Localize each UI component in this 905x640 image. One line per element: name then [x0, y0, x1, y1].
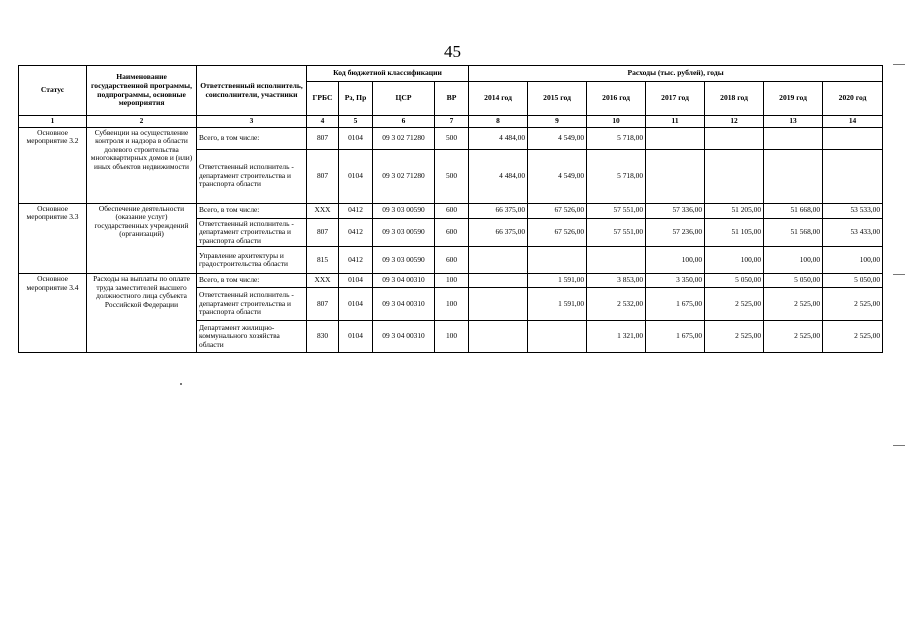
- value-cell: 5 050,00: [823, 274, 883, 288]
- vr-cell: 500: [435, 127, 469, 149]
- value-cell: 1 675,00: [646, 321, 705, 353]
- table-row: [19, 203, 883, 218]
- scan-mark: [893, 64, 905, 65]
- executor-cell: Ответственный исполнитель - департамент строительства и транспорта области: [197, 288, 307, 321]
- value-cell: 5 718,00: [587, 127, 646, 149]
- value-cell: 51 105,00: [705, 218, 764, 247]
- rzpr-cell: 0104: [339, 274, 373, 288]
- executor-cell: Всего, в том числе:: [197, 203, 307, 218]
- value-cell: 2 525,00: [764, 288, 823, 321]
- csr-cell: 09 3 04 00310: [373, 274, 435, 288]
- grbs-cell: 807: [307, 288, 339, 321]
- column-number: 2: [87, 116, 197, 128]
- measure-name: Субвенции на осуществление контроля и надзора в области долевого строительства многоквартирных домов и (или) иных объектов недвижимости: [87, 127, 197, 203]
- value-cell: 57 336,00: [646, 203, 705, 218]
- executor-cell: Департамент жилищно-коммунального хозяйства области: [197, 321, 307, 353]
- table-row: [19, 127, 883, 149]
- value-cell: 66 375,00: [469, 203, 528, 218]
- executor-cell: Ответственный исполнитель - департамент строительства и транспорта области: [197, 149, 307, 203]
- header-y2019: 2019 год: [764, 82, 823, 116]
- csr-cell: 09 3 04 00310: [373, 288, 435, 321]
- value-cell: 67 526,00: [528, 218, 587, 247]
- grbs-cell: XXX: [307, 203, 339, 218]
- header-expenses: Расходы (тыс. рублей), годы: [469, 66, 883, 82]
- header-rzpr: Рз, Пр: [339, 82, 373, 116]
- value-cell: 57 551,00: [587, 203, 646, 218]
- value-cell: [823, 149, 883, 203]
- executor-cell: Ответственный исполнитель - департамент строительства и транспорта области: [197, 218, 307, 247]
- vr-cell: 100: [435, 274, 469, 288]
- value-cell: 100,00: [705, 247, 764, 274]
- column-number: 11: [646, 116, 705, 128]
- grbs-cell: XXX: [307, 274, 339, 288]
- header-program-name: Наименование государственной программы, подпрограммы, основные мероприятия: [87, 66, 197, 116]
- header-status: Статус: [19, 66, 87, 116]
- csr-cell: 09 3 02 71280: [373, 149, 435, 203]
- header-row-top: [19, 66, 883, 82]
- value-cell: 57 551,00: [587, 218, 646, 247]
- vr-cell: 100: [435, 321, 469, 353]
- page-number: 45: [444, 42, 461, 61]
- value-cell: 51 668,00: [764, 203, 823, 218]
- value-cell: [705, 127, 764, 149]
- executor-cell: Всего, в том числе:: [197, 127, 307, 149]
- value-cell: [764, 127, 823, 149]
- value-cell: 100,00: [823, 247, 883, 274]
- rzpr-cell: 0412: [339, 203, 373, 218]
- header-y2020: 2020 год: [823, 82, 883, 116]
- header-y2014: 2014 год: [469, 82, 528, 116]
- header-y2018: 2018 год: [705, 82, 764, 116]
- measure-status: Основное мероприятие 3.4: [19, 274, 87, 353]
- vr-cell: 600: [435, 203, 469, 218]
- grbs-cell: 807: [307, 218, 339, 247]
- value-cell: [646, 127, 705, 149]
- vr-cell: 500: [435, 149, 469, 203]
- value-cell: 4 484,00: [469, 127, 528, 149]
- column-number: 12: [705, 116, 764, 128]
- executor-cell: Всего, в том числе:: [197, 274, 307, 288]
- rzpr-cell: 0104: [339, 288, 373, 321]
- value-cell: 1 321,00: [587, 321, 646, 353]
- value-cell: 1 591,00: [528, 288, 587, 321]
- measure-status: Основное мероприятие 3.3: [19, 203, 87, 274]
- value-cell: 4 484,00: [469, 149, 528, 203]
- header-budget-code: Код бюджетной классификации: [307, 66, 469, 82]
- csr-cell: 09 3 02 71280: [373, 127, 435, 149]
- column-number: 14: [823, 116, 883, 128]
- column-number: 1: [19, 116, 87, 128]
- scan-mark: [893, 445, 905, 446]
- value-cell: [528, 247, 587, 274]
- grbs-cell: 830: [307, 321, 339, 353]
- value-cell: [469, 247, 528, 274]
- value-cell: [705, 149, 764, 203]
- value-cell: 2 525,00: [823, 321, 883, 353]
- value-cell: 100,00: [764, 247, 823, 274]
- column-number: 10: [587, 116, 646, 128]
- csr-cell: 09 3 03 00590: [373, 247, 435, 274]
- value-cell: [469, 274, 528, 288]
- value-cell: 51 568,00: [764, 218, 823, 247]
- value-cell: [528, 321, 587, 353]
- measure-name: Обеспечение деятельности (оказание услуг) государственных учреждений (организаций): [87, 203, 197, 274]
- budget-table: [18, 65, 883, 353]
- value-cell: 66 375,00: [469, 218, 528, 247]
- vr-cell: 100: [435, 288, 469, 321]
- rzpr-cell: 0104: [339, 149, 373, 203]
- grbs-cell: 807: [307, 149, 339, 203]
- header-csr: ЦСР: [373, 82, 435, 116]
- header-grbs: ГРБС: [307, 82, 339, 116]
- csr-cell: 09 3 04 00310: [373, 321, 435, 353]
- column-number: 7: [435, 116, 469, 128]
- scan-mark: [893, 274, 905, 275]
- executor-cell: Управление архитектуры и градостроительства области: [197, 247, 307, 274]
- rzpr-cell: 0412: [339, 247, 373, 274]
- value-cell: [469, 321, 528, 353]
- value-cell: 2 532,00: [587, 288, 646, 321]
- column-number: 13: [764, 116, 823, 128]
- grbs-cell: 807: [307, 127, 339, 149]
- value-cell: [646, 149, 705, 203]
- value-cell: [823, 127, 883, 149]
- rzpr-cell: 0412: [339, 218, 373, 247]
- value-cell: 2 525,00: [764, 321, 823, 353]
- header-y2017: 2017 год: [646, 82, 705, 116]
- value-cell: [469, 288, 528, 321]
- grbs-cell: 815: [307, 247, 339, 274]
- value-cell: 2 525,00: [705, 321, 764, 353]
- value-cell: 53 533,00: [823, 203, 883, 218]
- value-cell: [764, 149, 823, 203]
- csr-cell: 09 3 03 00590: [373, 218, 435, 247]
- vr-cell: 600: [435, 247, 469, 274]
- header-y2015: 2015 год: [528, 82, 587, 116]
- value-cell: 67 526,00: [528, 203, 587, 218]
- value-cell: 2 525,00: [705, 288, 764, 321]
- measure-status: Основное мероприятие 3.2: [19, 127, 87, 203]
- column-number: 5: [339, 116, 373, 128]
- column-number: 3: [197, 116, 307, 128]
- value-cell: 4 549,00: [528, 149, 587, 203]
- column-number: 9: [528, 116, 587, 128]
- measure-name: Расходы на выплаты по оплате труда заместителей высшего должностного лица субъекта Российской Федерации: [87, 274, 197, 353]
- value-cell: 53 433,00: [823, 218, 883, 247]
- rzpr-cell: 0104: [339, 127, 373, 149]
- value-cell: 1 591,00: [528, 274, 587, 288]
- value-cell: 3 853,00: [587, 274, 646, 288]
- header-y2016: 2016 год: [587, 82, 646, 116]
- header-vr: ВР: [435, 82, 469, 116]
- csr-cell: 09 3 03 00590: [373, 203, 435, 218]
- value-cell: 4 549,00: [528, 127, 587, 149]
- header-executor: Ответственный исполнитель, соисполнители, участники: [197, 66, 307, 116]
- value-cell: 51 205,00: [705, 203, 764, 218]
- value-cell: 2 525,00: [823, 288, 883, 321]
- value-cell: 100,00: [646, 247, 705, 274]
- value-cell: [587, 247, 646, 274]
- column-number: 4: [307, 116, 339, 128]
- table-row: [19, 274, 883, 288]
- value-cell: 5 050,00: [705, 274, 764, 288]
- vr-cell: 600: [435, 218, 469, 247]
- rzpr-cell: 0104: [339, 321, 373, 353]
- value-cell: 57 236,00: [646, 218, 705, 247]
- column-number-row: [19, 116, 883, 128]
- column-number: 6: [373, 116, 435, 128]
- value-cell: 1 675,00: [646, 288, 705, 321]
- column-number: 8: [469, 116, 528, 128]
- value-cell: 3 350,00: [646, 274, 705, 288]
- scan-mark: [180, 383, 182, 385]
- value-cell: 5 050,00: [764, 274, 823, 288]
- value-cell: 5 718,00: [587, 149, 646, 203]
